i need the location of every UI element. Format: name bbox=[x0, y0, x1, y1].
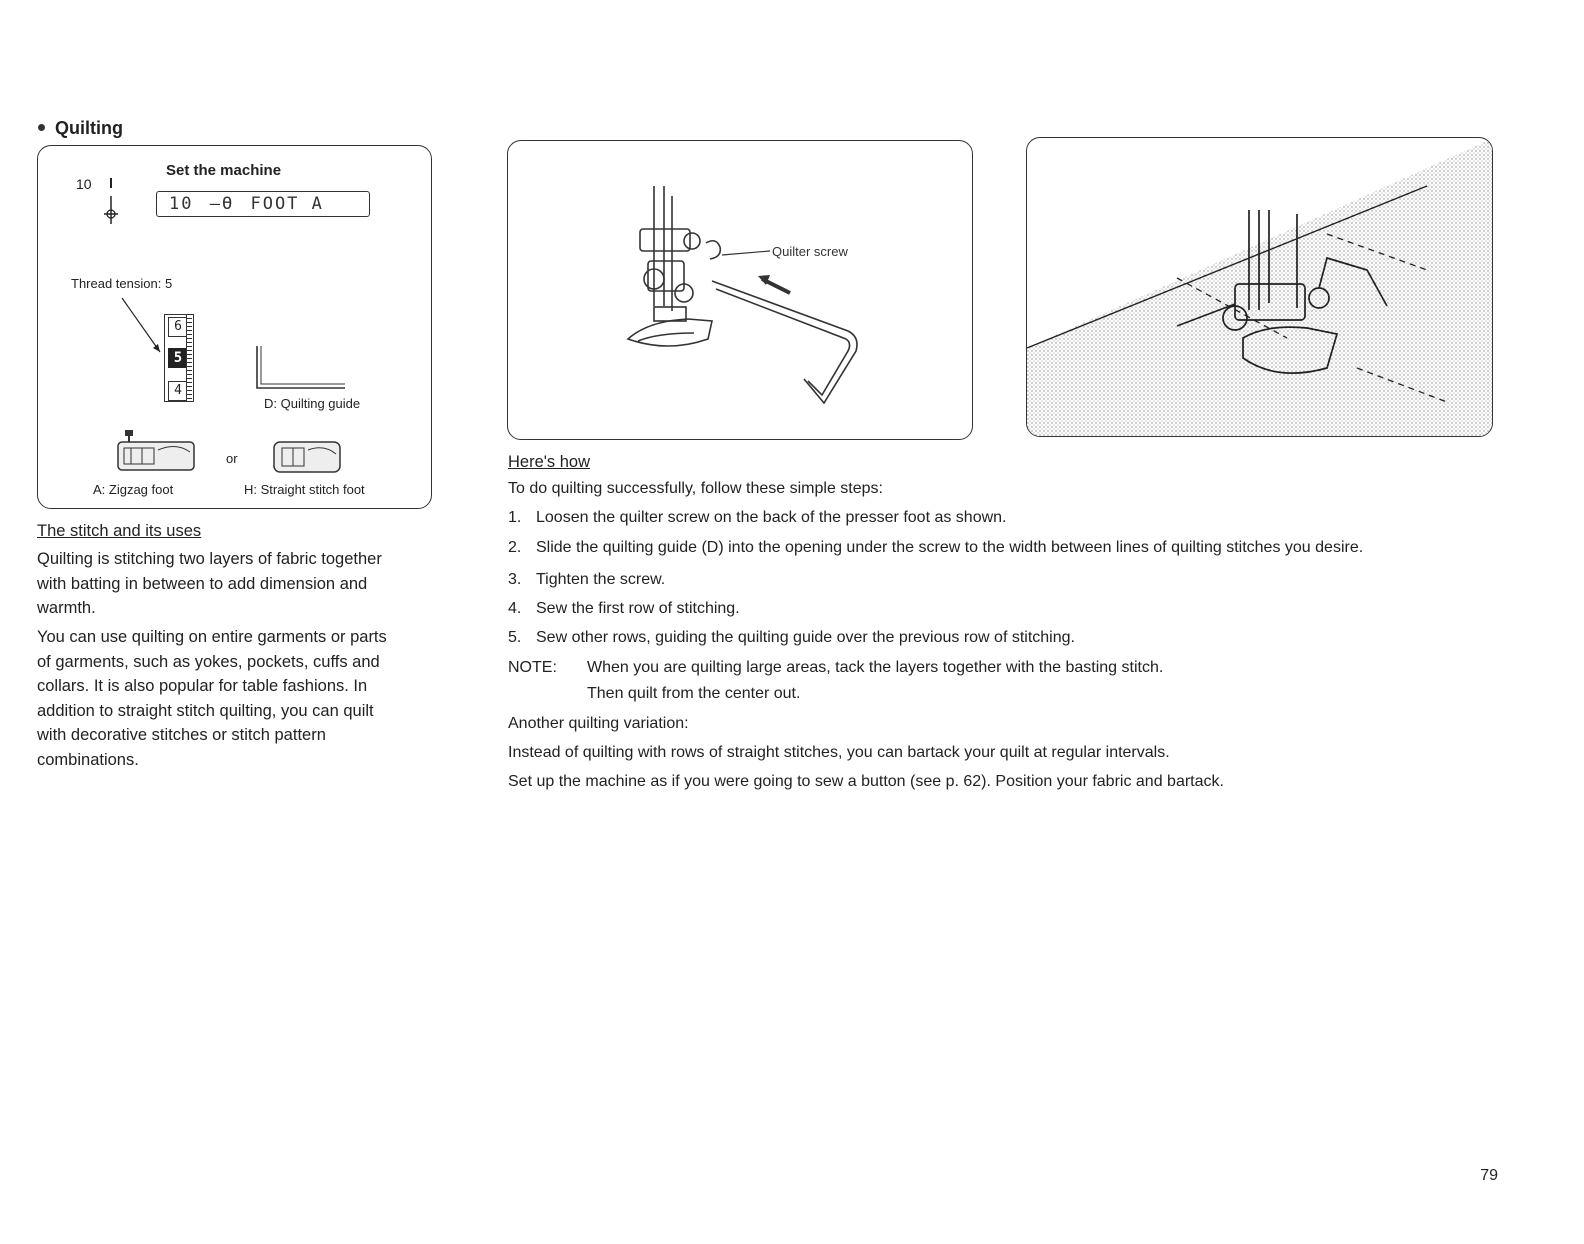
or-label: or bbox=[226, 451, 238, 466]
lcd-needle-icon: —ϴ bbox=[209, 194, 235, 214]
stitch-uses-heading: The stitch and its uses bbox=[37, 522, 202, 540]
straight-stitch-icon bbox=[100, 176, 122, 226]
howto-heading: Here's how bbox=[508, 453, 591, 471]
variation-line-1: Instead of quilting with rows of straight stitches, you can bartack your quilt at regular intervals. bbox=[508, 744, 1170, 761]
note-line-1: When you are quilting large areas, tack the layers together with the basting stitch. bbox=[587, 659, 1164, 676]
tension-arrow bbox=[118, 294, 208, 404]
straight-stitch-foot-label: H: Straight stitch foot bbox=[244, 482, 365, 497]
step-5: 5. Sew other rows, guiding the quilting guide over the previous row of stitching. bbox=[508, 629, 1075, 646]
figure-quilter-screw bbox=[507, 140, 973, 440]
step-3: 3. Tighten the screw. bbox=[508, 571, 666, 588]
zigzag-foot-icon bbox=[116, 428, 198, 474]
tension-dial-6: 6 bbox=[168, 317, 188, 337]
lcd-display bbox=[156, 191, 370, 217]
quilting-fabric-illustration bbox=[1027, 138, 1493, 437]
settings-heading: Set the machine bbox=[166, 162, 282, 179]
page-number: 79 bbox=[1480, 1167, 1498, 1184]
lcd-foot: FOOT A bbox=[250, 194, 324, 214]
variation-heading: Another quilting variation: bbox=[508, 715, 689, 732]
section-title: Quilting bbox=[38, 118, 123, 139]
quilting-guide-icon bbox=[253, 344, 353, 394]
machine-settings-box bbox=[37, 145, 432, 509]
note-line-2: Then quilt from the center out. bbox=[587, 685, 801, 702]
presser-foot-illustration bbox=[508, 141, 973, 440]
figure-quilting-fabric bbox=[1026, 137, 1493, 437]
variation-line-2: Set up the machine as if you were going to sew a button (see p. 62). Position your fabric and bartack. bbox=[508, 773, 1224, 790]
tension-dial-ticks bbox=[186, 315, 192, 401]
tension-dial bbox=[164, 314, 194, 402]
thread-tension-label: Thread tension: 5 bbox=[71, 276, 173, 291]
step-1: 1. Loosen the quilter screw on the back of the presser foot as shown. bbox=[508, 509, 1007, 526]
quilter-screw-callout: Quilter screw bbox=[772, 244, 848, 259]
step-2: 2. Slide the quilting guide (D) into the opening under the screw to the width between lines of quilting stitches you desire. bbox=[508, 539, 1364, 556]
tension-dial-4: 4 bbox=[168, 381, 188, 401]
step-4: 4. Sew the first row of stitching. bbox=[508, 600, 740, 617]
stitch-number: 10 bbox=[76, 176, 92, 192]
bullet-icon bbox=[38, 124, 45, 131]
straight-stitch-foot-icon bbox=[272, 438, 344, 476]
quilting-guide-label: D: Quilting guide bbox=[264, 396, 361, 411]
zigzag-foot-label: A: Zigzag foot bbox=[93, 482, 174, 497]
stitch-uses-paragraph-1: Quilting is stitching two layers of fabric together with batting in between to add dimension and warmth. bbox=[37, 550, 382, 617]
tension-dial-5: 5 bbox=[168, 348, 188, 368]
howto-intro: To do quilting successfully, follow these simple steps: bbox=[508, 480, 883, 497]
lcd-stitch-number: 10 bbox=[169, 194, 194, 214]
note-label: NOTE: bbox=[508, 659, 557, 676]
stitch-uses-paragraph-2: You can use quilting on entire garments or parts of garments, such as yokes, pockets, cuffs and collars. It is also popular for table fashions. In addition to straight stitch quilting, you can quilt with decorative stitches or stitch pattern combinations. bbox=[37, 628, 387, 769]
